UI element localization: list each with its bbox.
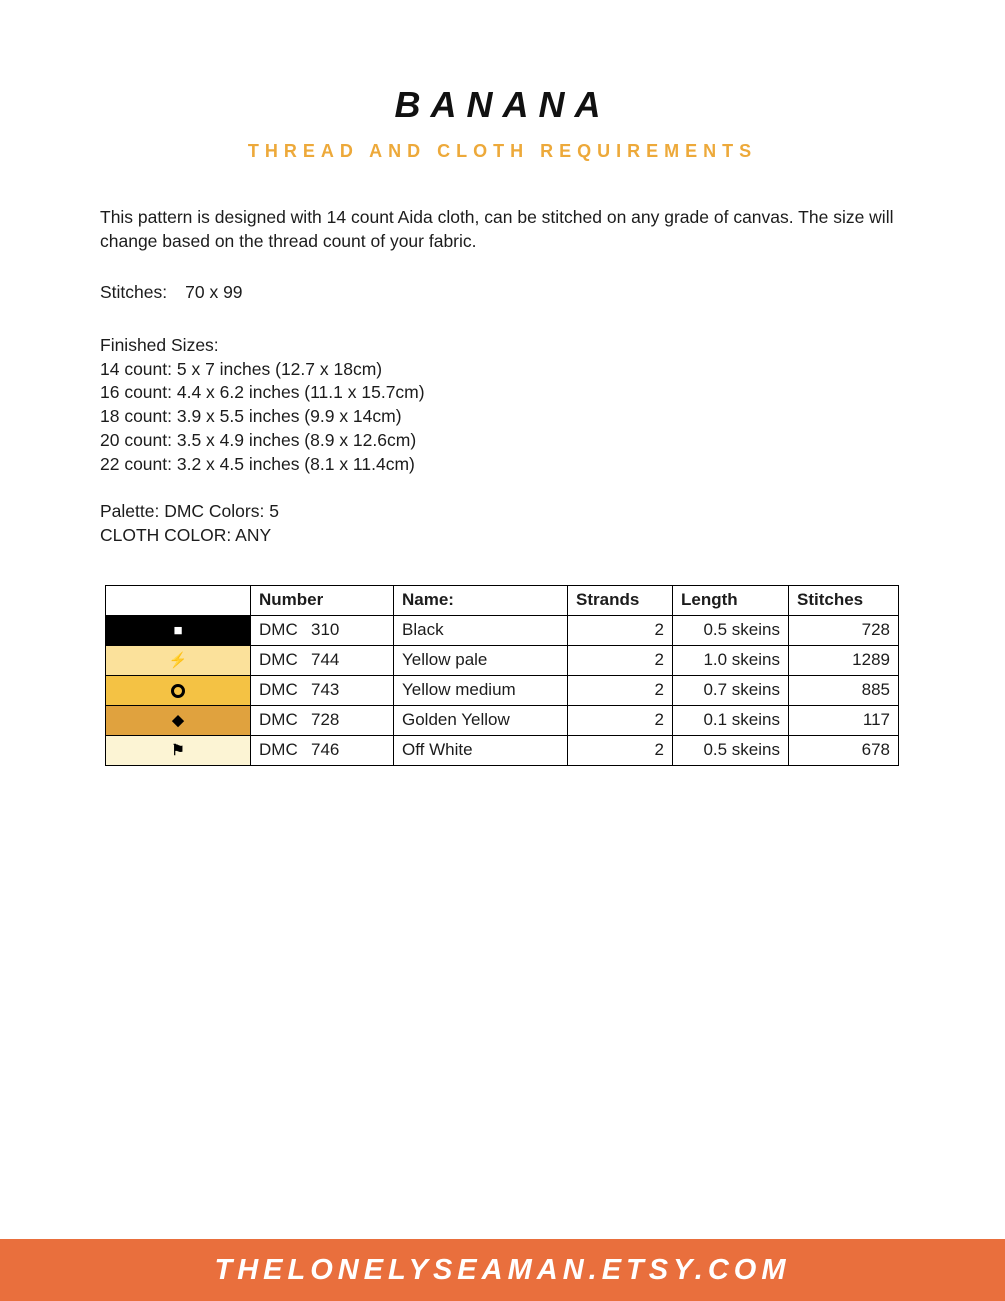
cloth-color-line: CLOTH COLOR: ANY [100,524,272,545]
table-row [106,675,899,705]
thread-brand: DMC [259,710,298,730]
palette-line: Palette: DMC Colors: 5 [100,501,279,522]
thread-requirements-table [105,585,899,766]
length-cell: 1.0 skeins [673,645,789,675]
thread-brand: DMC [259,650,298,670]
color-swatch [106,645,251,675]
header-name: Name: [394,585,568,615]
color-swatch [106,735,251,765]
finished-sizes-list [100,358,905,477]
strands-cell: 2 [568,615,673,645]
palette-block [100,500,905,547]
thread-name-cell: Off White [394,735,568,765]
header-number: Number [251,585,394,615]
thread-code: 744 [311,650,340,670]
header-stitches: Stitches [789,585,899,615]
thread-code: 746 [311,740,340,760]
header-swatch [106,585,251,615]
table-row [106,645,899,675]
footer-url: THELONELYSEAMAN.ETSY.COM [214,1253,791,1286]
stitches-cell: 728 [789,615,899,645]
finished-sizes-label: Finished Sizes: [100,335,219,355]
thread-name-cell: Yellow pale [394,645,568,675]
thread-brand: DMC [259,680,298,700]
thread-code: 310 [311,620,340,640]
table-header-row [106,585,899,615]
length-cell: 0.7 skeins [673,675,789,705]
page-content [0,205,1005,766]
thread-code: 728 [311,710,340,730]
thread-number-cell [251,705,394,735]
strands-cell: 2 [568,675,673,705]
stitches-cell: 117 [789,705,899,735]
table-row [106,615,899,645]
thread-brand: DMC [259,740,298,760]
strands-cell: 2 [568,705,673,735]
stitches-cell: 1289 [789,645,899,675]
thread-number-cell [251,675,394,705]
flag-icon: ⚑ [171,742,185,760]
stitches-cell: 885 [789,675,899,705]
lightning-bolt-icon: ⚡ [168,652,188,670]
thread-name-cell: Black [394,615,568,645]
table-row [106,705,899,735]
length-cell: 0.1 skeins [673,705,789,735]
thread-number-cell [251,615,394,645]
length-cell: 0.5 skeins [673,615,789,645]
thread-name-cell: Golden Yellow [394,705,568,735]
color-swatch [106,705,251,735]
strands-cell: 2 [568,645,673,675]
finished-size-item: 14 count: 5 x 7 inches (12.7 x 18cm) [100,358,383,379]
thread-code: 743 [311,680,340,700]
stitches-line [100,282,905,303]
diamond-icon: ◆ [172,712,184,730]
page-header [0,0,1005,162]
thread-number-cell [251,735,394,765]
finished-size-item: 22 count: 3.2 x 4.5 inches (8.1 x 11.4cm) [100,453,415,474]
stitches-value: 70 x 99 [185,282,243,302]
page-title: BANANA [394,84,611,125]
finished-size-item: 16 count: 4.4 x 6.2 inches (11.1 x 15.7cm) [100,382,425,403]
page-subtitle: THREAD AND CLOTH REQUIREMENTS [247,141,758,161]
finished-size-item: 20 count: 3.5 x 4.9 inches (8.9 x 12.6cm) [100,429,417,450]
white-square-icon: ■ [173,622,183,640]
circle-outline-icon [171,684,185,698]
header-strands: Strands [568,585,673,615]
thread-table-body [106,615,899,765]
stitches-cell: 678 [789,735,899,765]
header-length: Length [673,585,789,615]
table-row [106,735,899,765]
color-swatch [106,675,251,705]
thread-number-cell [251,645,394,675]
finished-size-item: 18 count: 3.9 x 5.5 inches (9.9 x 14cm) [100,406,402,427]
finished-sizes-block [100,334,905,476]
intro-paragraph: This pattern is designed with 14 count Aida cloth, can be stitched on any grade of canvas. The size will change based on the thread count of your fabric. [100,207,894,251]
footer-bar [0,1239,1005,1301]
thread-brand: DMC [259,620,298,640]
thread-name-cell: Yellow medium [394,675,568,705]
strands-cell: 2 [568,735,673,765]
length-cell: 0.5 skeins [673,735,789,765]
color-swatch [106,615,251,645]
stitches-label: Stitches: [100,282,168,302]
